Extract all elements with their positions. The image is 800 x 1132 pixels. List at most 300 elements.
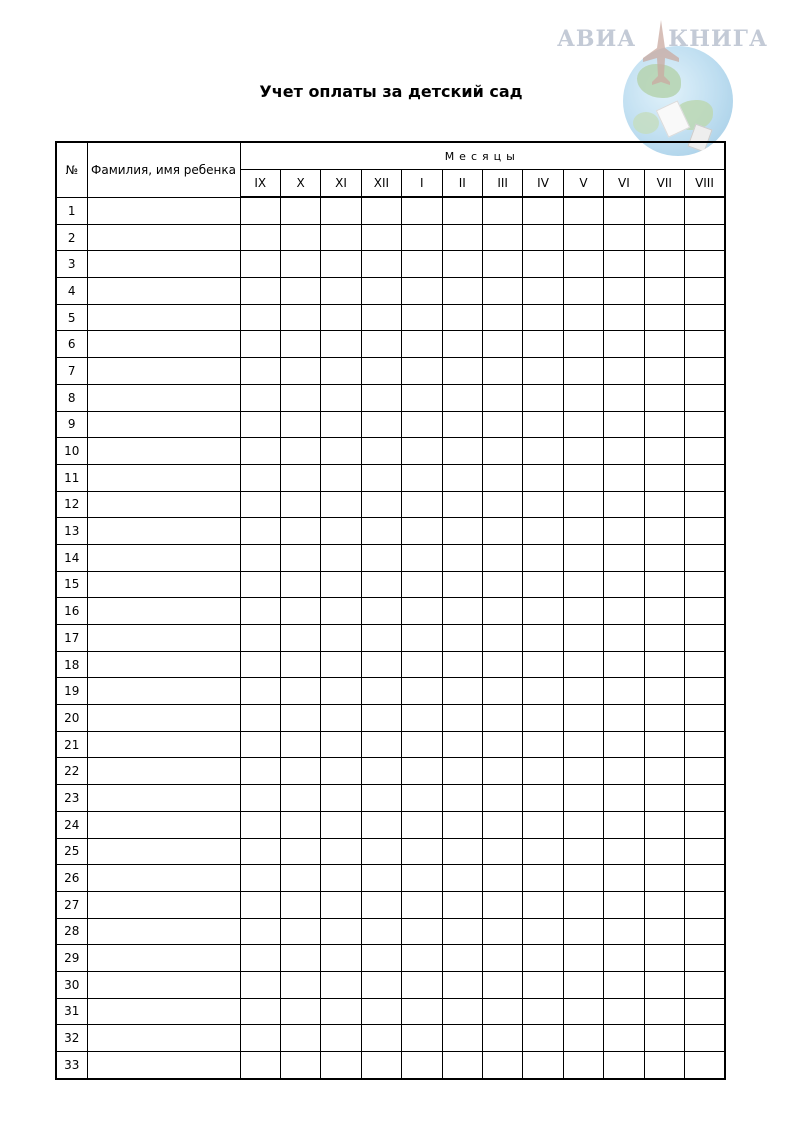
payment-cell[interactable]	[361, 998, 401, 1025]
payment-cell[interactable]	[240, 358, 280, 385]
payment-cell[interactable]	[361, 865, 401, 892]
payment-cell[interactable]	[321, 918, 361, 945]
payment-cell[interactable]	[482, 971, 522, 998]
child-name-cell[interactable]	[87, 518, 240, 545]
payment-cell[interactable]	[240, 891, 280, 918]
payment-cell[interactable]	[523, 278, 563, 305]
payment-cell[interactable]	[361, 625, 401, 652]
payment-cell[interactable]	[361, 571, 401, 598]
payment-cell[interactable]	[280, 811, 320, 838]
payment-cell[interactable]	[523, 571, 563, 598]
payment-cell[interactable]	[563, 571, 603, 598]
payment-cell[interactable]	[482, 705, 522, 732]
payment-cell[interactable]	[684, 1025, 725, 1052]
payment-cell[interactable]	[644, 678, 684, 705]
payment-cell[interactable]	[563, 891, 603, 918]
child-name-cell[interactable]	[87, 384, 240, 411]
child-name-cell[interactable]	[87, 811, 240, 838]
payment-cell[interactable]	[280, 758, 320, 785]
payment-cell[interactable]	[563, 544, 603, 571]
child-name-cell[interactable]	[87, 838, 240, 865]
payment-cell[interactable]	[240, 197, 280, 224]
payment-cell[interactable]	[361, 464, 401, 491]
payment-cell[interactable]	[604, 651, 644, 678]
payment-cell[interactable]	[361, 811, 401, 838]
payment-cell[interactable]	[280, 331, 320, 358]
payment-cell[interactable]	[563, 438, 603, 465]
payment-cell[interactable]	[644, 518, 684, 545]
payment-cell[interactable]	[644, 625, 684, 652]
payment-cell[interactable]	[442, 304, 482, 331]
payment-cell[interactable]	[482, 197, 522, 224]
payment-cell[interactable]	[442, 731, 482, 758]
payment-cell[interactable]	[644, 544, 684, 571]
payment-cell[interactable]	[644, 224, 684, 251]
child-name-cell[interactable]	[87, 224, 240, 251]
payment-cell[interactable]	[321, 811, 361, 838]
payment-cell[interactable]	[523, 651, 563, 678]
payment-cell[interactable]	[442, 838, 482, 865]
payment-cell[interactable]	[644, 251, 684, 278]
payment-cell[interactable]	[482, 625, 522, 652]
payment-cell[interactable]	[361, 758, 401, 785]
payment-cell[interactable]	[280, 731, 320, 758]
payment-cell[interactable]	[604, 571, 644, 598]
payment-cell[interactable]	[644, 731, 684, 758]
payment-cell[interactable]	[442, 651, 482, 678]
payment-cell[interactable]	[482, 998, 522, 1025]
payment-cell[interactable]	[604, 224, 644, 251]
payment-cell[interactable]	[280, 838, 320, 865]
payment-cell[interactable]	[604, 331, 644, 358]
payment-cell[interactable]	[402, 758, 442, 785]
payment-cell[interactable]	[604, 464, 644, 491]
payment-cell[interactable]	[321, 785, 361, 812]
payment-cell[interactable]	[280, 891, 320, 918]
payment-cell[interactable]	[563, 411, 603, 438]
payment-cell[interactable]	[604, 998, 644, 1025]
payment-cell[interactable]	[604, 358, 644, 385]
payment-cell[interactable]	[321, 544, 361, 571]
payment-cell[interactable]	[361, 838, 401, 865]
payment-cell[interactable]	[684, 838, 725, 865]
payment-cell[interactable]	[280, 411, 320, 438]
payment-cell[interactable]	[523, 304, 563, 331]
payment-cell[interactable]	[563, 384, 603, 411]
payment-cell[interactable]	[442, 598, 482, 625]
payment-cell[interactable]	[402, 625, 442, 652]
payment-cell[interactable]	[321, 945, 361, 972]
payment-cell[interactable]	[442, 571, 482, 598]
payment-cell[interactable]	[240, 544, 280, 571]
payment-cell[interactable]	[563, 918, 603, 945]
payment-cell[interactable]	[684, 785, 725, 812]
payment-cell[interactable]	[644, 758, 684, 785]
payment-cell[interactable]	[240, 278, 280, 305]
payment-cell[interactable]	[604, 678, 644, 705]
payment-cell[interactable]	[684, 811, 725, 838]
payment-cell[interactable]	[563, 518, 603, 545]
payment-cell[interactable]	[523, 491, 563, 518]
payment-cell[interactable]	[482, 945, 522, 972]
child-name-cell[interactable]	[87, 1052, 240, 1079]
payment-cell[interactable]	[604, 705, 644, 732]
child-name-cell[interactable]	[87, 278, 240, 305]
payment-cell[interactable]	[361, 785, 401, 812]
payment-cell[interactable]	[321, 491, 361, 518]
payment-cell[interactable]	[644, 891, 684, 918]
payment-cell[interactable]	[321, 571, 361, 598]
child-name-cell[interactable]	[87, 758, 240, 785]
payment-cell[interactable]	[523, 251, 563, 278]
payment-cell[interactable]	[604, 411, 644, 438]
payment-cell[interactable]	[442, 358, 482, 385]
child-name-cell[interactable]	[87, 1025, 240, 1052]
payment-cell[interactable]	[442, 705, 482, 732]
payment-cell[interactable]	[604, 811, 644, 838]
payment-cell[interactable]	[402, 224, 442, 251]
payment-cell[interactable]	[402, 838, 442, 865]
payment-cell[interactable]	[240, 945, 280, 972]
payment-cell[interactable]	[644, 811, 684, 838]
payment-cell[interactable]	[402, 891, 442, 918]
payment-cell[interactable]	[684, 411, 725, 438]
payment-cell[interactable]	[684, 865, 725, 892]
payment-cell[interactable]	[684, 438, 725, 465]
payment-cell[interactable]	[442, 384, 482, 411]
payment-cell[interactable]	[684, 491, 725, 518]
payment-cell[interactable]	[604, 197, 644, 224]
payment-cell[interactable]	[402, 197, 442, 224]
payment-cell[interactable]	[482, 891, 522, 918]
payment-cell[interactable]	[321, 598, 361, 625]
payment-cell[interactable]	[644, 464, 684, 491]
payment-cell[interactable]	[482, 731, 522, 758]
payment-cell[interactable]	[482, 438, 522, 465]
payment-cell[interactable]	[402, 518, 442, 545]
payment-cell[interactable]	[523, 731, 563, 758]
payment-cell[interactable]	[604, 1052, 644, 1079]
payment-cell[interactable]	[402, 571, 442, 598]
payment-cell[interactable]	[482, 544, 522, 571]
payment-cell[interactable]	[604, 438, 644, 465]
child-name-cell[interactable]	[87, 945, 240, 972]
payment-cell[interactable]	[321, 331, 361, 358]
payment-cell[interactable]	[644, 865, 684, 892]
child-name-cell[interactable]	[87, 705, 240, 732]
payment-cell[interactable]	[321, 1025, 361, 1052]
child-name-cell[interactable]	[87, 411, 240, 438]
payment-cell[interactable]	[563, 278, 603, 305]
payment-cell[interactable]	[563, 251, 603, 278]
payment-cell[interactable]	[482, 758, 522, 785]
payment-cell[interactable]	[644, 278, 684, 305]
payment-cell[interactable]	[402, 678, 442, 705]
payment-cell[interactable]	[442, 945, 482, 972]
payment-cell[interactable]	[523, 224, 563, 251]
payment-cell[interactable]	[280, 998, 320, 1025]
child-name-cell[interactable]	[87, 731, 240, 758]
payment-cell[interactable]	[442, 464, 482, 491]
payment-cell[interactable]	[482, 278, 522, 305]
child-name-cell[interactable]	[87, 197, 240, 224]
payment-cell[interactable]	[604, 625, 644, 652]
payment-cell[interactable]	[402, 411, 442, 438]
payment-cell[interactable]	[684, 278, 725, 305]
payment-cell[interactable]	[280, 918, 320, 945]
payment-cell[interactable]	[644, 971, 684, 998]
payment-cell[interactable]	[361, 251, 401, 278]
payment-cell[interactable]	[523, 411, 563, 438]
payment-cell[interactable]	[563, 625, 603, 652]
payment-cell[interactable]	[321, 518, 361, 545]
payment-cell[interactable]	[442, 785, 482, 812]
payment-cell[interactable]	[563, 998, 603, 1025]
payment-cell[interactable]	[563, 865, 603, 892]
payment-cell[interactable]	[563, 838, 603, 865]
payment-cell[interactable]	[684, 571, 725, 598]
payment-cell[interactable]	[280, 518, 320, 545]
payment-cell[interactable]	[523, 918, 563, 945]
child-name-cell[interactable]	[87, 358, 240, 385]
payment-cell[interactable]	[240, 731, 280, 758]
payment-cell[interactable]	[684, 304, 725, 331]
payment-cell[interactable]	[644, 304, 684, 331]
payment-cell[interactable]	[523, 1025, 563, 1052]
payment-cell[interactable]	[402, 971, 442, 998]
payment-cell[interactable]	[604, 544, 644, 571]
payment-cell[interactable]	[684, 918, 725, 945]
payment-cell[interactable]	[684, 518, 725, 545]
payment-cell[interactable]	[321, 625, 361, 652]
payment-cell[interactable]	[684, 358, 725, 385]
payment-cell[interactable]	[321, 758, 361, 785]
payment-cell[interactable]	[482, 811, 522, 838]
payment-cell[interactable]	[523, 598, 563, 625]
payment-cell[interactable]	[240, 464, 280, 491]
payment-cell[interactable]	[280, 678, 320, 705]
payment-cell[interactable]	[604, 971, 644, 998]
payment-cell[interactable]	[442, 331, 482, 358]
payment-cell[interactable]	[684, 891, 725, 918]
payment-cell[interactable]	[280, 384, 320, 411]
payment-cell[interactable]	[563, 197, 603, 224]
payment-cell[interactable]	[402, 491, 442, 518]
payment-cell[interactable]	[644, 651, 684, 678]
payment-cell[interactable]	[402, 544, 442, 571]
payment-cell[interactable]	[402, 865, 442, 892]
payment-cell[interactable]	[280, 971, 320, 998]
payment-cell[interactable]	[361, 278, 401, 305]
payment-cell[interactable]	[563, 651, 603, 678]
payment-cell[interactable]	[321, 464, 361, 491]
payment-cell[interactable]	[563, 811, 603, 838]
payment-cell[interactable]	[644, 1025, 684, 1052]
payment-cell[interactable]	[442, 918, 482, 945]
payment-cell[interactable]	[604, 251, 644, 278]
payment-cell[interactable]	[321, 304, 361, 331]
payment-cell[interactable]	[361, 491, 401, 518]
payment-cell[interactable]	[361, 945, 401, 972]
payment-cell[interactable]	[644, 705, 684, 732]
payment-cell[interactable]	[361, 304, 401, 331]
payment-cell[interactable]	[523, 358, 563, 385]
payment-cell[interactable]	[523, 331, 563, 358]
child-name-cell[interactable]	[87, 251, 240, 278]
payment-cell[interactable]	[604, 891, 644, 918]
payment-cell[interactable]	[604, 918, 644, 945]
payment-cell[interactable]	[402, 731, 442, 758]
payment-cell[interactable]	[280, 705, 320, 732]
payment-cell[interactable]	[523, 518, 563, 545]
payment-cell[interactable]	[321, 224, 361, 251]
payment-cell[interactable]	[684, 1052, 725, 1079]
payment-cell[interactable]	[240, 224, 280, 251]
payment-cell[interactable]	[402, 331, 442, 358]
payment-cell[interactable]	[684, 331, 725, 358]
payment-cell[interactable]	[280, 197, 320, 224]
payment-cell[interactable]	[523, 544, 563, 571]
payment-cell[interactable]	[523, 998, 563, 1025]
payment-cell[interactable]	[321, 1052, 361, 1079]
child-name-cell[interactable]	[87, 304, 240, 331]
payment-cell[interactable]	[684, 224, 725, 251]
payment-cell[interactable]	[280, 651, 320, 678]
payment-cell[interactable]	[604, 838, 644, 865]
payment-cell[interactable]	[482, 411, 522, 438]
payment-cell[interactable]	[321, 411, 361, 438]
payment-cell[interactable]	[523, 1052, 563, 1079]
payment-cell[interactable]	[402, 278, 442, 305]
payment-cell[interactable]	[402, 304, 442, 331]
payment-cell[interactable]	[523, 758, 563, 785]
child-name-cell[interactable]	[87, 891, 240, 918]
payment-cell[interactable]	[280, 571, 320, 598]
payment-cell[interactable]	[361, 891, 401, 918]
payment-cell[interactable]	[523, 464, 563, 491]
payment-cell[interactable]	[482, 491, 522, 518]
payment-cell[interactable]	[442, 1052, 482, 1079]
payment-cell[interactable]	[402, 651, 442, 678]
payment-cell[interactable]	[684, 731, 725, 758]
payment-cell[interactable]	[684, 464, 725, 491]
payment-cell[interactable]	[563, 971, 603, 998]
payment-cell[interactable]	[684, 544, 725, 571]
payment-cell[interactable]	[604, 304, 644, 331]
payment-cell[interactable]	[604, 491, 644, 518]
payment-cell[interactable]	[442, 1025, 482, 1052]
payment-cell[interactable]	[240, 251, 280, 278]
payment-cell[interactable]	[482, 331, 522, 358]
payment-cell[interactable]	[684, 705, 725, 732]
payment-cell[interactable]	[604, 865, 644, 892]
payment-cell[interactable]	[240, 571, 280, 598]
payment-cell[interactable]	[240, 598, 280, 625]
payment-cell[interactable]	[644, 358, 684, 385]
payment-cell[interactable]	[684, 998, 725, 1025]
payment-cell[interactable]	[402, 358, 442, 385]
payment-cell[interactable]	[482, 518, 522, 545]
payment-cell[interactable]	[523, 705, 563, 732]
payment-cell[interactable]	[482, 358, 522, 385]
payment-cell[interactable]	[482, 651, 522, 678]
payment-cell[interactable]	[240, 785, 280, 812]
child-name-cell[interactable]	[87, 571, 240, 598]
payment-cell[interactable]	[442, 865, 482, 892]
payment-cell[interactable]	[280, 1025, 320, 1052]
payment-cell[interactable]	[442, 678, 482, 705]
payment-cell[interactable]	[240, 518, 280, 545]
payment-cell[interactable]	[442, 518, 482, 545]
payment-cell[interactable]	[684, 678, 725, 705]
payment-cell[interactable]	[644, 197, 684, 224]
payment-cell[interactable]	[442, 758, 482, 785]
payment-cell[interactable]	[482, 1052, 522, 1079]
payment-cell[interactable]	[442, 971, 482, 998]
child-name-cell[interactable]	[87, 678, 240, 705]
payment-cell[interactable]	[604, 758, 644, 785]
payment-cell[interactable]	[361, 438, 401, 465]
payment-cell[interactable]	[482, 251, 522, 278]
payment-cell[interactable]	[644, 1052, 684, 1079]
payment-cell[interactable]	[442, 625, 482, 652]
payment-cell[interactable]	[240, 705, 280, 732]
payment-cell[interactable]	[644, 785, 684, 812]
payment-cell[interactable]	[442, 251, 482, 278]
payment-cell[interactable]	[563, 331, 603, 358]
payment-cell[interactable]	[240, 331, 280, 358]
payment-cell[interactable]	[523, 625, 563, 652]
payment-cell[interactable]	[361, 598, 401, 625]
payment-cell[interactable]	[442, 544, 482, 571]
payment-cell[interactable]	[361, 411, 401, 438]
payment-cell[interactable]	[280, 224, 320, 251]
payment-cell[interactable]	[523, 891, 563, 918]
payment-cell[interactable]	[644, 331, 684, 358]
child-name-cell[interactable]	[87, 598, 240, 625]
payment-cell[interactable]	[280, 625, 320, 652]
payment-cell[interactable]	[523, 811, 563, 838]
payment-cell[interactable]	[644, 838, 684, 865]
payment-cell[interactable]	[442, 411, 482, 438]
payment-cell[interactable]	[361, 384, 401, 411]
child-name-cell[interactable]	[87, 544, 240, 571]
payment-cell[interactable]	[644, 491, 684, 518]
payment-cell[interactable]	[563, 464, 603, 491]
payment-cell[interactable]	[482, 918, 522, 945]
payment-cell[interactable]	[402, 384, 442, 411]
payment-cell[interactable]	[523, 785, 563, 812]
payment-cell[interactable]	[563, 945, 603, 972]
payment-cell[interactable]	[240, 438, 280, 465]
payment-cell[interactable]	[684, 251, 725, 278]
payment-cell[interactable]	[280, 785, 320, 812]
payment-cell[interactable]	[604, 598, 644, 625]
payment-cell[interactable]	[442, 998, 482, 1025]
payment-cell[interactable]	[321, 384, 361, 411]
payment-cell[interactable]	[361, 678, 401, 705]
payment-cell[interactable]	[280, 491, 320, 518]
payment-cell[interactable]	[361, 1052, 401, 1079]
payment-cell[interactable]	[442, 891, 482, 918]
payment-cell[interactable]	[361, 651, 401, 678]
payment-cell[interactable]	[402, 705, 442, 732]
payment-cell[interactable]	[684, 945, 725, 972]
payment-cell[interactable]	[684, 651, 725, 678]
payment-cell[interactable]	[240, 651, 280, 678]
payment-cell[interactable]	[402, 464, 442, 491]
payment-cell[interactable]	[402, 438, 442, 465]
